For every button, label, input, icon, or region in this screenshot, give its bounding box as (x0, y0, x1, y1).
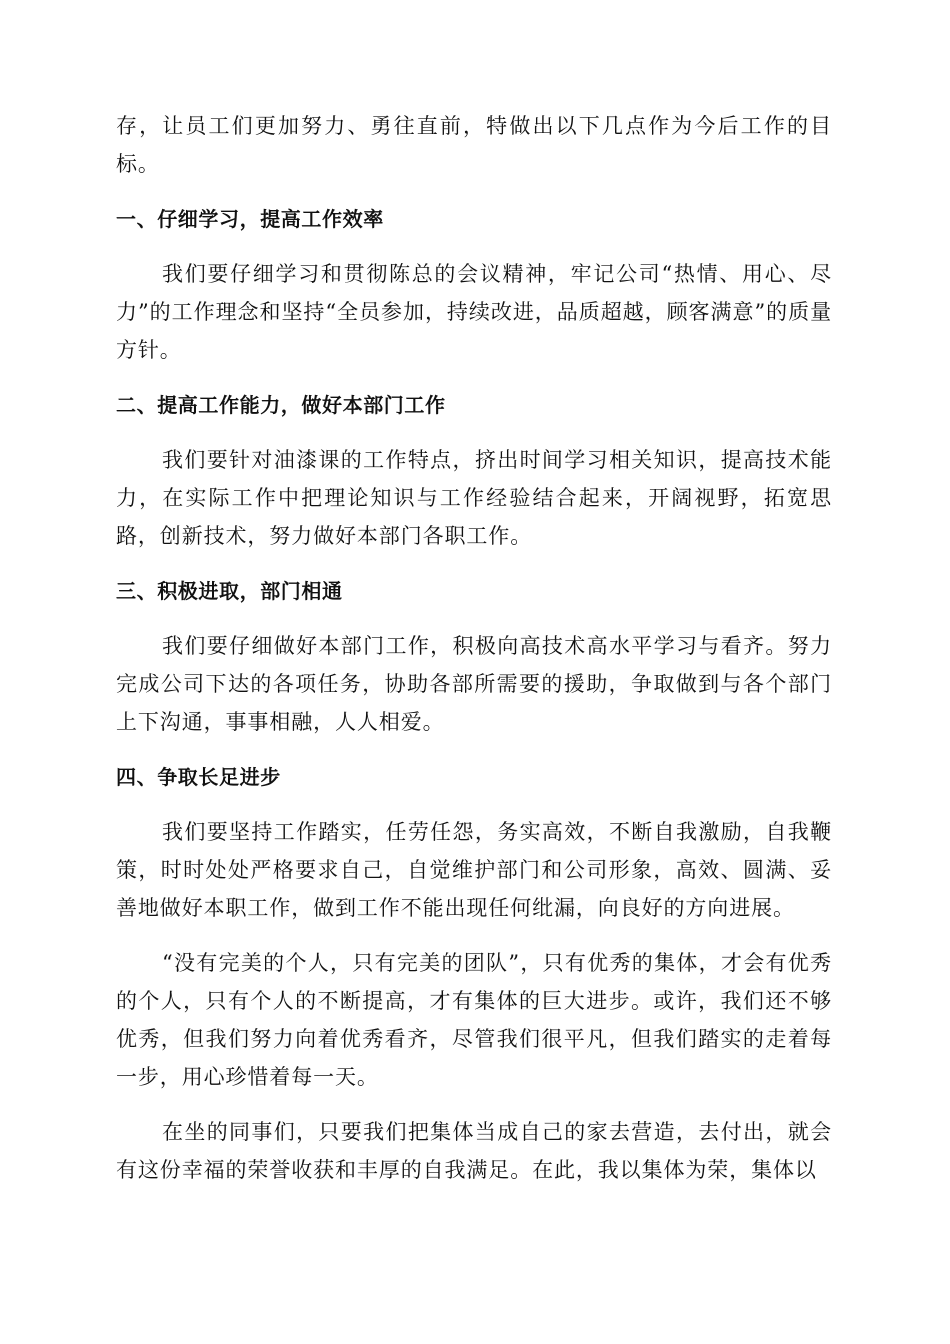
closing-paragraph-1: “没有完美的个人，只有完美的团队”，只有优秀的集体，才会有优秀的个人，只有个人的不断提高，才有集体的巨大进步。或许，我们还不够优秀，但我们努力向着优秀看齐，尽管我们很平凡，但我们踏实的走着每一步，用心珍惜着每一天。 (116, 951, 832, 1089)
section-body-1: 我们要仔细学习和贯彻陈总的会议精神，牢记公司“热情、用心、尽力”的工作理念和坚持“全员参加，持续改进，品质超越，顾客满意”的质量方针。 (116, 262, 832, 362)
section-heading-4: 四、争取长足进步 (116, 765, 281, 789)
section-body-4: 我们要坚持工作踏实，任劳任怨，务实高效，不断自我激励，自我鞭策，时时处处严格要求自己，自觉维护部门和公司形象，高效、圆满、妥善地做好本职工作，做到工作不能出现任何纰漏，向良好的方向进展。 (116, 820, 832, 920)
section-heading-1: 一、仔细学习，提高工作效率 (116, 207, 384, 231)
section-body-2: 我们要针对油漆课的工作特点，挤出时间学习相关知识，提高技术能力，在实际工作中把理论知识与工作经验结合起来，开阔视野，拓宽思路，创新技术，努力做好本部门各职工作。 (116, 448, 832, 548)
section-heading-2: 二、提高工作能力，做好本部门工作 (116, 393, 446, 417)
closing-paragraph-2: 在坐的同事们，只要我们把集体当成自己的家去营造，去付出，就会有这份幸福的荣誉收获和丰厚的自我满足。在此，我以集体为荣，集体以 (116, 1120, 832, 1182)
section-heading-3: 三、积极进取，部门相通 (116, 579, 343, 603)
document-page (116, 107, 832, 1206)
section-body-3: 我们要仔细做好本部门工作，积极向高技术高水平学习与看齐。努力完成公司下达的各项任务，协助各部所需要的援助，争取做到与各个部门上下沟通，事事相融，人人相爱。 (116, 634, 832, 734)
intro-paragraph: 存，让员工们更加努力、勇往直前，特做出以下几点作为今后工作的目标。 (116, 114, 832, 176)
